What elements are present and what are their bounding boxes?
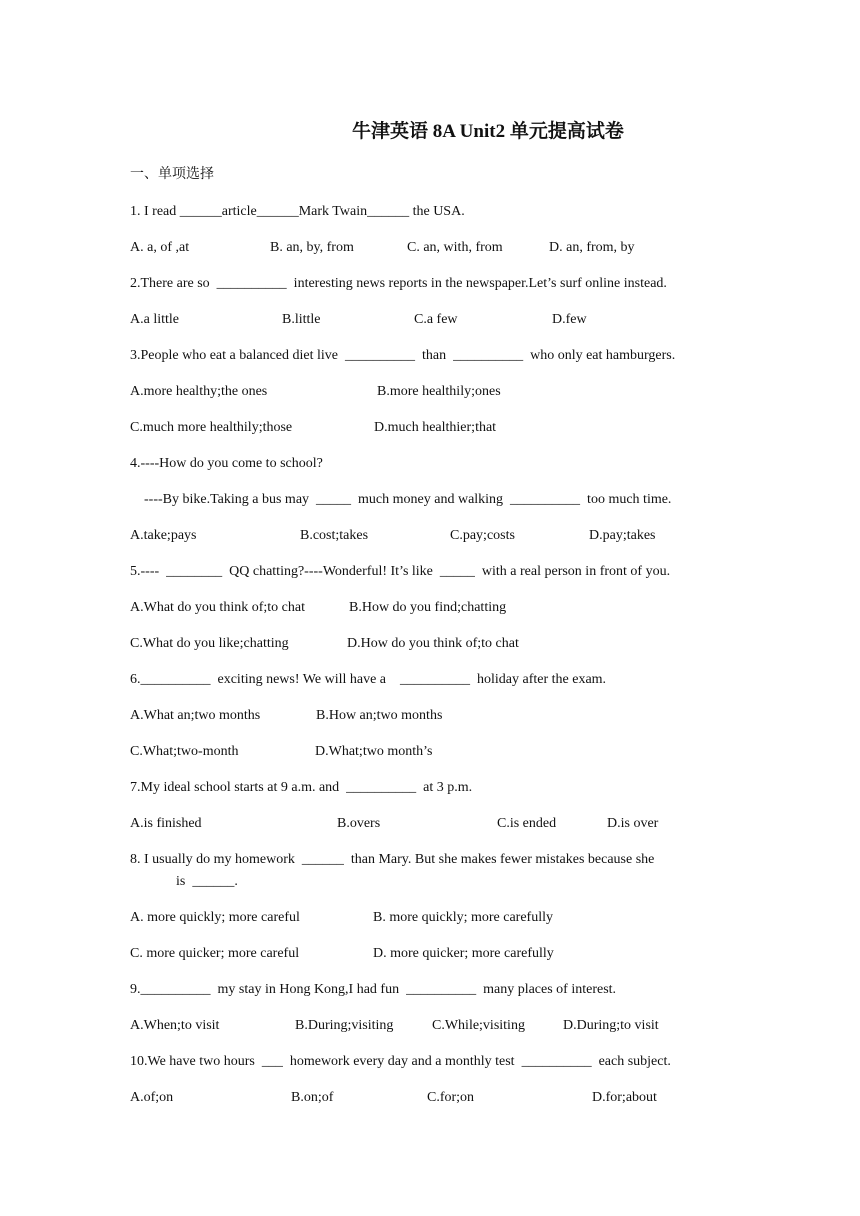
option-3b: B.more healthily;ones: [377, 384, 501, 399]
question-1: 1. I read ______article______Mark Twain______ the USA.: [130, 204, 465, 219]
option-6a: A.What an;two months: [130, 708, 261, 723]
option-8d: D. more quicker; more carefully: [373, 946, 554, 961]
question-2: 2.There are so __________ interesting news reports in the newspaper.Let’s surf online instead.: [130, 276, 667, 291]
option-3c: C.much more healthily;those: [130, 420, 293, 435]
option-7a: A.is finished: [130, 816, 202, 831]
option-4d: D.pay;takes: [589, 528, 656, 543]
question-5: 5.---- ________ QQ chatting?----Wonderful! It’s like _____ with a real person in front of you.: [130, 564, 671, 579]
option-4b: B.cost;takes: [300, 528, 369, 543]
option-8c: C. more quicker; more careful: [130, 946, 300, 961]
question-6: 6.__________ exciting news! We will have a __________ holiday after the exam.: [130, 672, 607, 687]
option-2c: C.a few: [414, 312, 458, 327]
option-6b: B.How an;two months: [316, 708, 443, 723]
option-3d: D.much healthier;that: [374, 420, 497, 435]
option-5b: B.How do you find;chatting: [349, 600, 507, 615]
option-9a: A.When;to visit: [130, 1018, 220, 1033]
page-title: 牛津英语 8A Unit2 单元提高试卷: [352, 121, 624, 142]
option-10b: B.on;of: [291, 1090, 334, 1105]
option-4a: A.take;pays: [130, 528, 197, 543]
option-1c: C. an, with, from: [407, 240, 503, 255]
question-10: 10.We have two hours ___ homework every day and a monthly test __________ each subject.: [130, 1054, 671, 1069]
option-7d: D.is over: [607, 816, 659, 831]
question-3: 3.People who eat a balanced diet live __________ than __________ who only eat hamburgers.: [130, 348, 676, 363]
option-3a: A.more healthy;the ones: [130, 384, 268, 399]
option-2a: A.a little: [130, 312, 179, 327]
option-7b: B.overs: [337, 816, 381, 831]
question-8: 8. I usually do my homework ______ than Mary. But she makes fewer mistakes because she: [130, 852, 655, 867]
option-1b: B. an, by, from: [270, 240, 354, 255]
option-6c: C.What;two-month: [130, 744, 239, 759]
section-heading: 一、单项选择: [130, 167, 214, 182]
option-1a: A. a, of ,at: [130, 240, 190, 255]
question-4-answer: ----By bike.Taking a bus may _____ much money and walking __________ too much time.: [130, 492, 672, 507]
option-8b: B. more quickly; more carefully: [373, 910, 553, 925]
question-7: 7.My ideal school starts at 9 a.m. and __________ at 3 p.m.: [130, 780, 473, 795]
question-9: 9.__________ my stay in Hong Kong,I had fun __________ many places of interest.: [130, 982, 617, 997]
option-6d: D.What;two month’s: [315, 744, 433, 759]
option-9b: B.During;visiting: [295, 1018, 394, 1033]
option-9d: D.During;to visit: [563, 1018, 659, 1033]
option-10d: D.for;about: [592, 1090, 657, 1105]
option-2b: B.little: [282, 312, 321, 327]
option-7c: C.is ended: [497, 816, 557, 831]
option-5a: A.What do you think of;to chat: [130, 600, 305, 615]
option-1d: D. an, from, by: [549, 240, 635, 255]
option-8a: A. more quickly; more careful: [130, 910, 300, 925]
option-4c: C.pay;costs: [450, 528, 515, 543]
option-5d: D.How do you think of;to chat: [347, 636, 519, 651]
question-4: 4.----How do you come to school?: [130, 456, 323, 471]
option-2d: D.few: [552, 312, 587, 327]
option-9c: C.While;visiting: [432, 1018, 525, 1033]
question-8-continued: is ______.: [176, 874, 238, 889]
option-10a: A.of;on: [130, 1090, 174, 1105]
option-10c: C.for;on: [427, 1090, 475, 1105]
option-5c: C.What do you like;chatting: [130, 636, 289, 651]
